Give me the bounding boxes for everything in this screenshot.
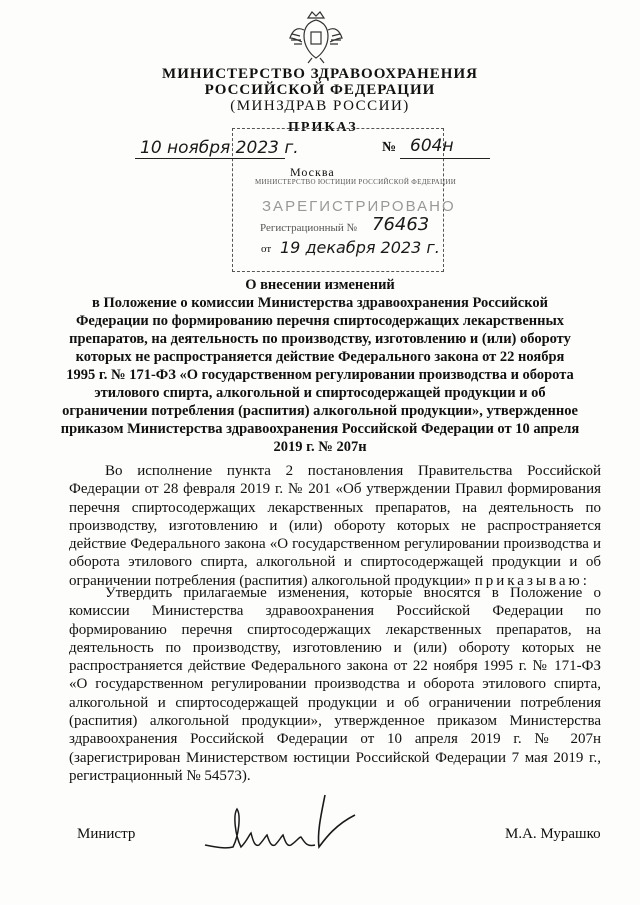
- stamp-department: МИНИСТЕРСТВО ЮСТИЦИИ РОССИЙСКОЙ ФЕДЕРАЦИИ: [255, 178, 457, 186]
- date-underline: [135, 158, 285, 159]
- stamp-registered-label: ЗАРЕГИСТРИРОВАНО: [262, 198, 456, 215]
- number-underline: [400, 158, 490, 159]
- ministry-name-line1: МИНИСТЕРСТВО ЗДРАВООХРАНЕНИЯ: [162, 66, 478, 82]
- paragraph-1-text: Во исполнение пункта 2 постановления Правительства Российской Федерации от 28 февраля 2019 г. № 201 «Об утверждении Правил формирования перечня спиртосодержащих лекарственных препаратов, на деятельность по производству, изготовлению и (или) обороту которых не распространяется действие Федерального закона «О государственном регулировании производства и оборота этилового спирта, алкогольной и спиртосодержащей продукции и об ограничении потребления (распития) алкогольной продукции»: [69, 463, 601, 589]
- ministry-name-line2: РОССИЙСКОЙ ФЕДЕРАЦИИ: [204, 82, 436, 98]
- signatory-position: Министр: [77, 826, 136, 842]
- stamp-from-label: от: [261, 243, 272, 255]
- stamp-reg-date: 19 декабря 2023 г.: [280, 238, 440, 257]
- order-number-label: №: [382, 140, 397, 155]
- coat-of-arms-icon: [286, 8, 346, 64]
- body-paragraph-2: Утвердить прилагаемые изменения, которые вносятся в Положение о комиссии Министерства здравоохранения Российской Федерации по формированию перечня спиртосодержащих лекарственных препаратов, на деятельность по производству, изготовлению и (или) обороту которых не распространяется действие Федерального закона от 22 ноября 1995 г. № 171-ФЗ «О государственном регулировании производства и оборота этилового спирта, алкогольной и спиртосодержащей продукции и об ограничении потребления (распития) алкогольной продукции», утвержденное приказом Министерства здравоохранения Российской Федерации от 10 апреля 2019 г. № 207н (зарегистрирован Министерством юстиции Российской Федерации 7 мая 2019 г., регистрационный № 54573).: [69, 585, 601, 784]
- order-directive: приказываю:: [474, 572, 590, 589]
- stamp-reg-label: Регистрационный №: [260, 222, 358, 234]
- ministry-abbreviation: (МИНЗДРАВ РОССИИ): [230, 98, 410, 114]
- document-title-heading: О внесении изменений: [245, 277, 395, 293]
- signatory-name: М.А. Мурашко: [505, 826, 601, 842]
- signature-icon: [195, 775, 365, 875]
- stamp-reg-number: 76463: [372, 214, 430, 235]
- stamp-city: Москва: [290, 165, 335, 179]
- document-title-text: в Положение о комиссии Министерства здравоохранения Российской Федерации по формированию перечня спиртосодержащих лекарственных препаратов, на деятельность по производству, изготовлению и (или) обороту которых не распространяется действие Федерального закона от 22 ноября 1995 г. № 171-ФЗ «О государственном регулировании производства и оборота этилового спирта, алкогольной и спиртосодержащей продукции и об ограничении потребления (распития) алкогольной продукции», утвержденное приказом Министерства здравоохранения Российской Федерации от 10 апреля 2019 г. № 207н: [60, 295, 580, 455]
- body-paragraph-1: [69, 462, 601, 590]
- document-type-heading: ПРИКАЗ: [288, 120, 358, 135]
- order-number: 604н: [410, 136, 454, 156]
- order-date: 10 ноября 2023 г.: [140, 138, 299, 158]
